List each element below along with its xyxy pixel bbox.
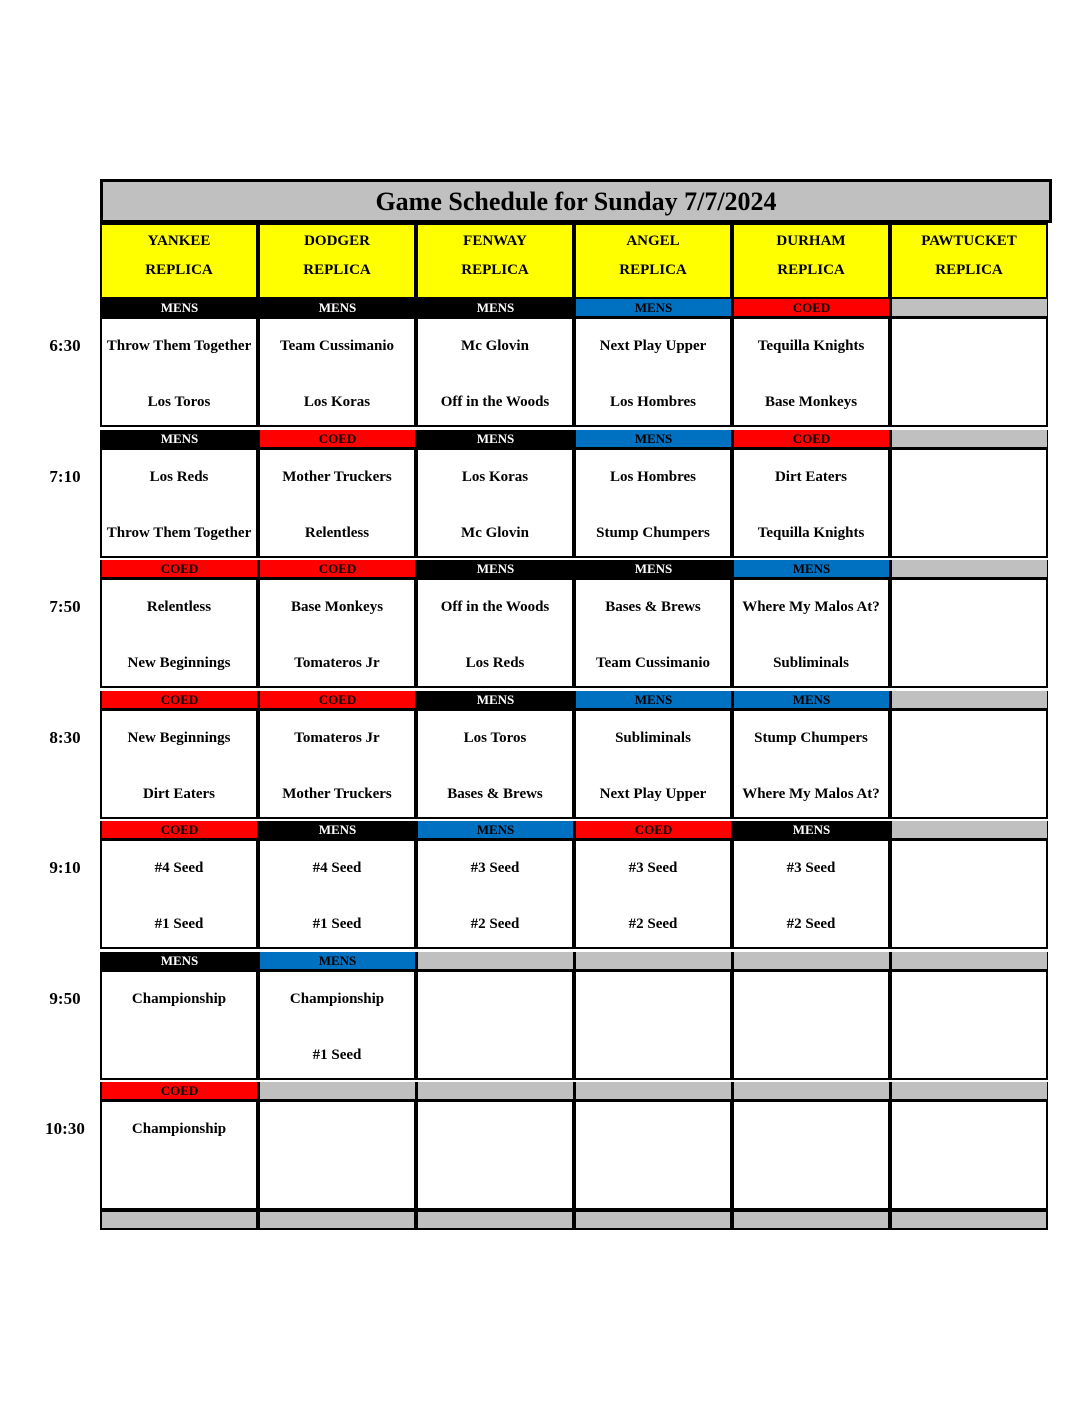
field-header-yankee (100, 223, 258, 299)
field-name: YANKEE (147, 233, 211, 249)
team-away: Los Toros (147, 394, 211, 410)
footer-bar (100, 1210, 258, 1230)
field-header-angel (574, 223, 732, 299)
team-home: #3 Seed (628, 860, 678, 876)
division-band (890, 1082, 1048, 1099)
team-home: Stump Chumpers (754, 729, 868, 746)
division-band: MENS (258, 821, 416, 838)
game-cell (100, 577, 258, 688)
game-cell (416, 1099, 574, 1210)
division-band (258, 1082, 416, 1099)
game-cell (258, 316, 416, 427)
game-cell (258, 447, 416, 558)
team-home: Subliminals (615, 729, 691, 746)
footer-bar (732, 1210, 890, 1230)
team-away: Subliminals (773, 655, 849, 671)
division-band (416, 1082, 574, 1099)
division-band (890, 560, 1048, 577)
team-away: #1 Seed (312, 916, 362, 932)
division-band: MENS (416, 430, 574, 447)
footer-bar (416, 1210, 574, 1230)
team-home: #3 Seed (786, 860, 836, 876)
time-label: 7:50 (49, 597, 81, 616)
game-cell (258, 838, 416, 949)
division-band (732, 952, 890, 969)
field-header-fenway (416, 223, 574, 299)
team-home: Relentless (146, 599, 212, 615)
division-band: MENS (732, 560, 890, 577)
team-home: Where My Malos At? (742, 599, 880, 615)
division-band: COED (100, 821, 258, 838)
division-band: COED (100, 691, 258, 708)
team-away: Where My Malos At? (742, 785, 880, 802)
field-header-durham (732, 223, 890, 299)
division-band: MENS (574, 430, 732, 447)
game-cell (100, 447, 258, 558)
field-subtitle: REPLICA (145, 262, 213, 278)
division-band: MENS (574, 299, 732, 316)
game-cell (732, 969, 890, 1080)
game-cell (100, 708, 258, 819)
division-band (890, 691, 1048, 708)
team-away: #2 Seed (786, 916, 836, 932)
team-away: Mother Truckers (282, 785, 392, 802)
team-home: New Beginnings (127, 729, 231, 746)
division-band: MENS (100, 430, 258, 447)
team-away: #1 Seed (154, 916, 204, 932)
team-home: Championship (289, 990, 385, 1007)
team-away: Bases & Brews (447, 785, 543, 802)
team-home: Team Cussimanio (279, 338, 395, 354)
team-away: #2 Seed (470, 916, 520, 932)
division-band: MENS (416, 691, 574, 708)
team-away: Stump Chumpers (596, 524, 710, 541)
division-band: COED (258, 691, 416, 708)
field-subtitle: REPLICA (619, 262, 687, 278)
time-label: 9:10 (49, 858, 81, 877)
team-home: Los Reds (149, 468, 209, 485)
team-home: Los Toros (463, 729, 527, 746)
game-cell (890, 969, 1048, 1080)
field-subtitle: REPLICA (461, 262, 529, 278)
division-band: COED (100, 560, 258, 577)
field-name: FENWAY (463, 233, 527, 249)
team-away: Los Reds (465, 655, 525, 671)
division-band: COED (574, 821, 732, 838)
game-cell (258, 1099, 416, 1210)
game-cell (732, 316, 890, 427)
game-cell (890, 708, 1048, 819)
team-home: Off in the Woods (440, 599, 550, 615)
division-band: MENS (732, 691, 890, 708)
team-away: Team Cussimanio (595, 655, 711, 671)
game-cell (100, 316, 258, 427)
division-band (574, 1082, 732, 1099)
field-subtitle: REPLICA (935, 262, 1003, 278)
team-away: Off in the Woods (440, 394, 550, 410)
game-cell (574, 447, 732, 558)
game-cell (416, 708, 574, 819)
team-away: Relentless (304, 524, 370, 541)
game-cell (890, 447, 1048, 558)
team-away: Throw Them Together (106, 524, 252, 541)
game-cell (100, 969, 258, 1080)
division-band: MENS (100, 299, 258, 316)
game-cell (574, 316, 732, 427)
game-cell (732, 577, 890, 688)
division-band: MENS (100, 952, 258, 969)
division-band: COED (100, 1082, 258, 1099)
field-name: ANGEL (626, 233, 680, 249)
division-band: MENS (574, 691, 732, 708)
team-away: Base Monkeys (764, 394, 858, 410)
team-away: New Beginnings (127, 655, 231, 671)
division-band: MENS (416, 560, 574, 577)
division-band (732, 1082, 890, 1099)
team-home: Base Monkeys (290, 599, 384, 615)
division-band (890, 821, 1048, 838)
time-label: 6:30 (49, 336, 81, 355)
division-band: COED (258, 430, 416, 447)
division-band: COED (732, 430, 890, 447)
game-cell (890, 577, 1048, 688)
game-cell (574, 969, 732, 1080)
game-cell (574, 838, 732, 949)
field-name: DURHAM (776, 233, 846, 249)
division-band (574, 952, 732, 969)
division-band: COED (258, 560, 416, 577)
team-home: Bases & Brews (605, 599, 701, 615)
team-home: Los Koras (461, 468, 529, 485)
team-away: Tomateros Jr (294, 655, 380, 671)
footer-bar (258, 1210, 416, 1230)
schedule-title: Game Schedule for Sunday 7/7/2024 (100, 179, 1052, 223)
game-cell (732, 838, 890, 949)
team-home: #4 Seed (312, 860, 362, 876)
game-cell (100, 838, 258, 949)
division-band: MENS (732, 821, 890, 838)
field-header-pawtucket (890, 223, 1048, 299)
game-cell (258, 577, 416, 688)
team-home: Throw Them Together (106, 338, 252, 354)
game-cell (732, 708, 890, 819)
game-cell (890, 316, 1048, 427)
team-home: #4 Seed (154, 860, 204, 876)
team-away: #2 Seed (628, 916, 678, 932)
division-band: MENS (574, 560, 732, 577)
game-cell (416, 838, 574, 949)
division-band: COED (732, 299, 890, 316)
field-subtitle: REPLICA (303, 262, 371, 278)
game-cell (258, 969, 416, 1080)
game-cell (258, 708, 416, 819)
field-header-dodger (258, 223, 416, 299)
game-cell (416, 447, 574, 558)
team-away: Tequilla Knights (757, 524, 865, 541)
division-band: MENS (416, 821, 574, 838)
team-home: Next Play Upper (599, 338, 707, 354)
game-cell (732, 447, 890, 558)
time-label: 7:10 (49, 466, 81, 486)
field-name: DODGER (304, 233, 370, 249)
game-cell (416, 577, 574, 688)
game-cell (890, 1099, 1048, 1210)
division-band (890, 299, 1048, 316)
game-cell (416, 316, 574, 427)
team-away: Los Hombres (610, 394, 696, 410)
team-home: Mother Truckers (282, 468, 392, 485)
game-cell (732, 1099, 890, 1210)
team-home: Dirt Eaters (774, 468, 848, 485)
field-name: PAWTUCKET (921, 233, 1017, 249)
team-away: Mc Glovin (461, 524, 529, 541)
footer-bar (574, 1210, 732, 1230)
division-band: MENS (258, 299, 416, 316)
footer-bar (890, 1210, 1048, 1230)
field-subtitle: REPLICA (777, 262, 845, 278)
game-cell (574, 1099, 732, 1210)
team-away: Next Play Upper (599, 785, 707, 802)
division-band (416, 952, 574, 969)
team-home: Mc Glovin (461, 338, 529, 354)
game-cell (574, 577, 732, 688)
team-home: Championship (131, 1121, 227, 1137)
division-band: MENS (258, 952, 416, 969)
team-away: Dirt Eaters (142, 785, 216, 802)
division-band (890, 430, 1048, 447)
team-home: Los Hombres (610, 468, 696, 485)
division-band (890, 952, 1048, 969)
game-cell (574, 708, 732, 819)
team-home: Tomateros Jr (294, 729, 380, 746)
team-away: #1 Seed (312, 1046, 362, 1063)
game-cell (100, 1099, 258, 1210)
game-cell (890, 838, 1048, 949)
time-label: 9:50 (49, 988, 81, 1008)
team-home: Championship (131, 990, 227, 1007)
team-home: #3 Seed (470, 860, 520, 876)
game-cell (416, 969, 574, 1080)
team-away: Los Koras (303, 394, 371, 410)
time-label: 8:30 (49, 727, 81, 747)
division-band: MENS (416, 299, 574, 316)
time-label: 10:30 (45, 1119, 85, 1138)
team-home: Tequilla Knights (757, 338, 865, 354)
